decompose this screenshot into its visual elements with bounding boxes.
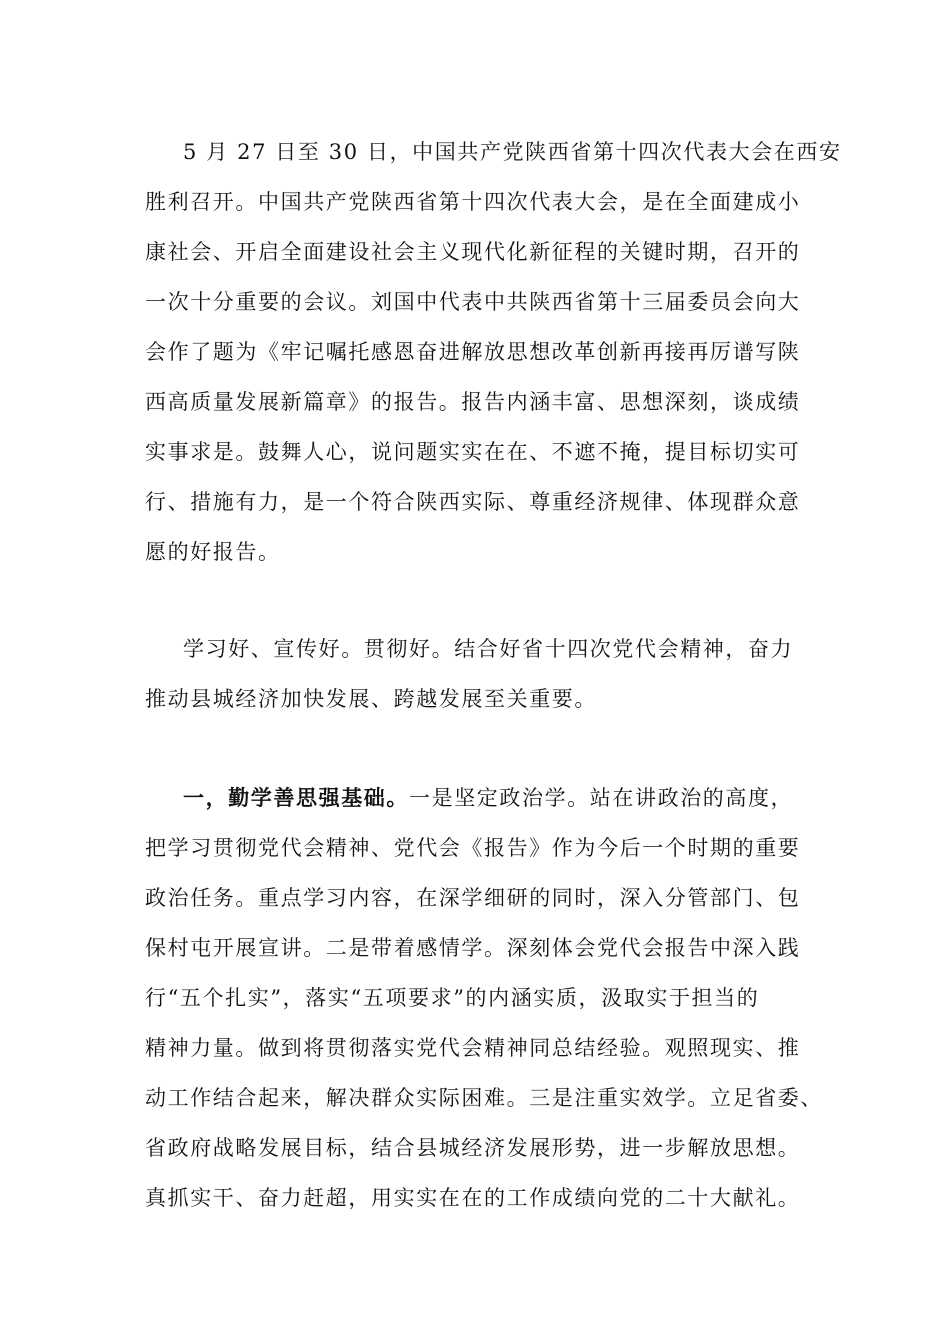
text-line: 康社会、开启全面建设社会主义现代化新征程的关键时期，召开的 [145, 240, 801, 264]
text-line: 会作了题为《牢记嘱托感恩奋进解放思想改革创新再接再厉谱写陕 [145, 340, 801, 364]
text-line: 5 月 27 日至 30 日，中国共产党陕西省第十四次代表大会在西安 [183, 140, 842, 164]
text-line: 省政府战略发展目标，结合县城经济发展形势，进一步解放思想。 [145, 1136, 801, 1160]
text-line: 把学习贯彻党代会精神、党代会《报告》作为今后一个时期的重要 [145, 836, 801, 860]
section-heading: 一，勤学善思强基础。 [183, 785, 409, 810]
text-line: 实事求是。鼓舞人心，说问题实实在在、不遮不掩，提目标切实可 [145, 440, 801, 464]
text-line: 真抓实干、奋力赶超，用实实在在的工作成绩向党的二十大献礼。 [145, 1186, 801, 1210]
text-line [145, 773, 815, 823]
text-line: 西高质量发展新篇章》的报告。报告内涵丰富、思想深刻，谈成绩 [145, 390, 801, 414]
paragraph-study-promote [145, 624, 815, 724]
text-line: 学习好、宣传好。贯彻好。结合好省十四次党代会精神，奋力 [183, 637, 794, 661]
text-line: 一次十分重要的会议。刘国中代表中共陕西省第十三届委员会向大 [145, 290, 801, 314]
text-line: 胜利召开。中国共产党陕西省第十四次代表大会，是在全面建成小 [145, 190, 801, 214]
paragraph-section-one [145, 773, 823, 1223]
text-line: 愿的好报告。 [145, 540, 281, 564]
text-line: 动工作结合起来，解决群众实际困难。三是注重实效学。立足省委、 [145, 1086, 823, 1110]
text-line: 政治任务。重点学习内容，在深学细研的同时，深入分管部门、包 [145, 886, 801, 910]
paragraph-congress-summary [145, 127, 842, 577]
text-line: 精神力量。做到将贯彻落实党代会精神同总结经验。观照现实、推 [145, 1036, 801, 1060]
text-line: 推动县城经济加快发展、跨越发展至关重要。 [145, 687, 597, 711]
text-line: 保村屯开展宣讲。二是带着感情学。深刻体会党代会报告中深入践 [145, 936, 801, 960]
section-first-line-text: 一是坚定政治学。站在讲政治的高度， [409, 786, 794, 810]
text-line: 行“五个扎实”，落实“五项要求”的内涵实质，汲取实于担当的 [145, 986, 760, 1010]
text-line: 行、措施有力，是一个符合陕西实际、尊重经济规律、体现群众意 [145, 490, 801, 514]
